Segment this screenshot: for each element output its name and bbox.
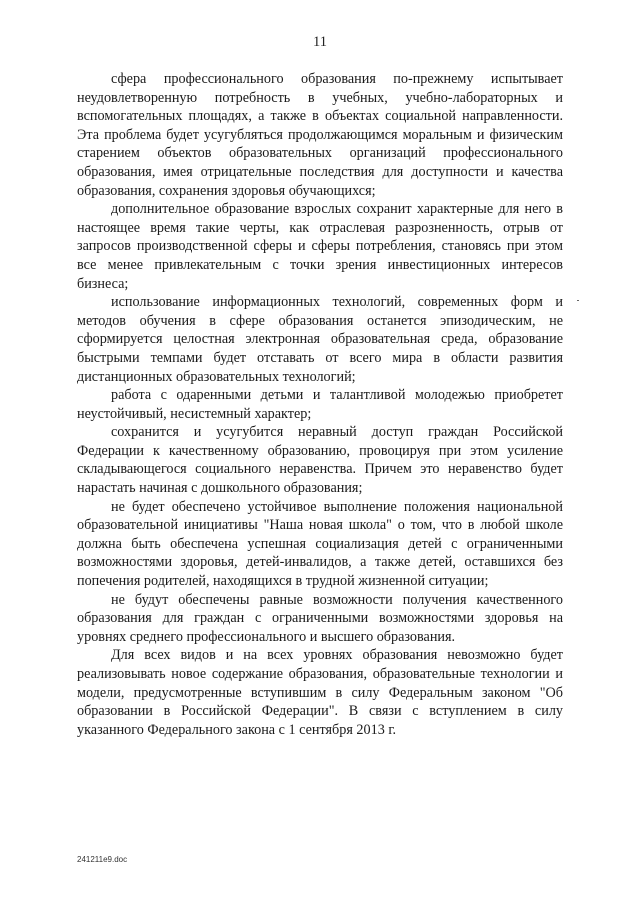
document-body (77, 70, 563, 739)
footer-filename: 241211e9.doc (77, 855, 128, 864)
paragraph-3: использование информационных технологий, современных форм и методов обучения в сфере образования останется эпизодическим, не сформируется целостная электронная образовательная среда, образование быстрыми темпами будет отставать от всего мира в области развития дистанционных образовательных технологий; (77, 294, 563, 385)
page-number: 11 (313, 34, 327, 50)
paragraph-4: работа с одаренными детьми и талантливой молодежью приобретет неустойчивый, несистемный характер; (77, 387, 563, 422)
paragraph-6: не будет обеспечено устойчивое выполнение положения национальной образовательной инициативы "Наша новая школа" о том, что в любой школе должна быть обеспечена успешная социализация детей с ограниченными возможностями здоровья, детей-инвалидов, а также детей, оставшихся без попечения родителей, находящихся в трудной жизненной ситуации; (77, 498, 563, 590)
paragraph-7: не будут обеспечены равные возможности получения качественного образования для граждан с ограниченными возможностями здоровья на уровнях среднего профессионального и высшего образования. (77, 591, 563, 645)
paragraph-8: Для всех видов и на всех уровнях образования невозможно будет реализовывать новое содержание образования, образовательные технологии и модели, предусмотренные вступившим в силу Федеральным законом "Об образовании в Российской Федерации". В связи с вступлением в силу указанного Федерального закона с 1 сентября 2013 г. (77, 647, 563, 738)
paragraph-2: дополнительное образование взрослых сохранит характерные для него в настоящее время такие черты, как отраслевая разрозненность, отрыв от запросов производственной сферы и сферы потребления, становясь при этом все менее привлекательным с точки зрения инвестиционных интересов бизнеса; (77, 201, 563, 292)
paragraph-5: сохранится и усугубится неравный доступ граждан Российской Федерации к качественному образованию, провоцируя при этом усиление складывающегося социального неравенства. Причем это неравенство будет нарастать начиная с дошкольного образования; (77, 424, 563, 497)
scan-speck (577, 300, 579, 301)
paragraph-1: сфера профессионального образования по-прежнему испытывает неудовлетворенную потребность в учебных, учебно-лабораторных и вспомогательных площадях, а также в объектах социальной направленности. Эта проблема будет усугубляться продолжающимся моральным и физическим старением объектов образовательных организаций профессионального образования, имея отрицательные последствия для доступности и качества образования, сохранения здоровья обучающихся; (77, 71, 563, 199)
